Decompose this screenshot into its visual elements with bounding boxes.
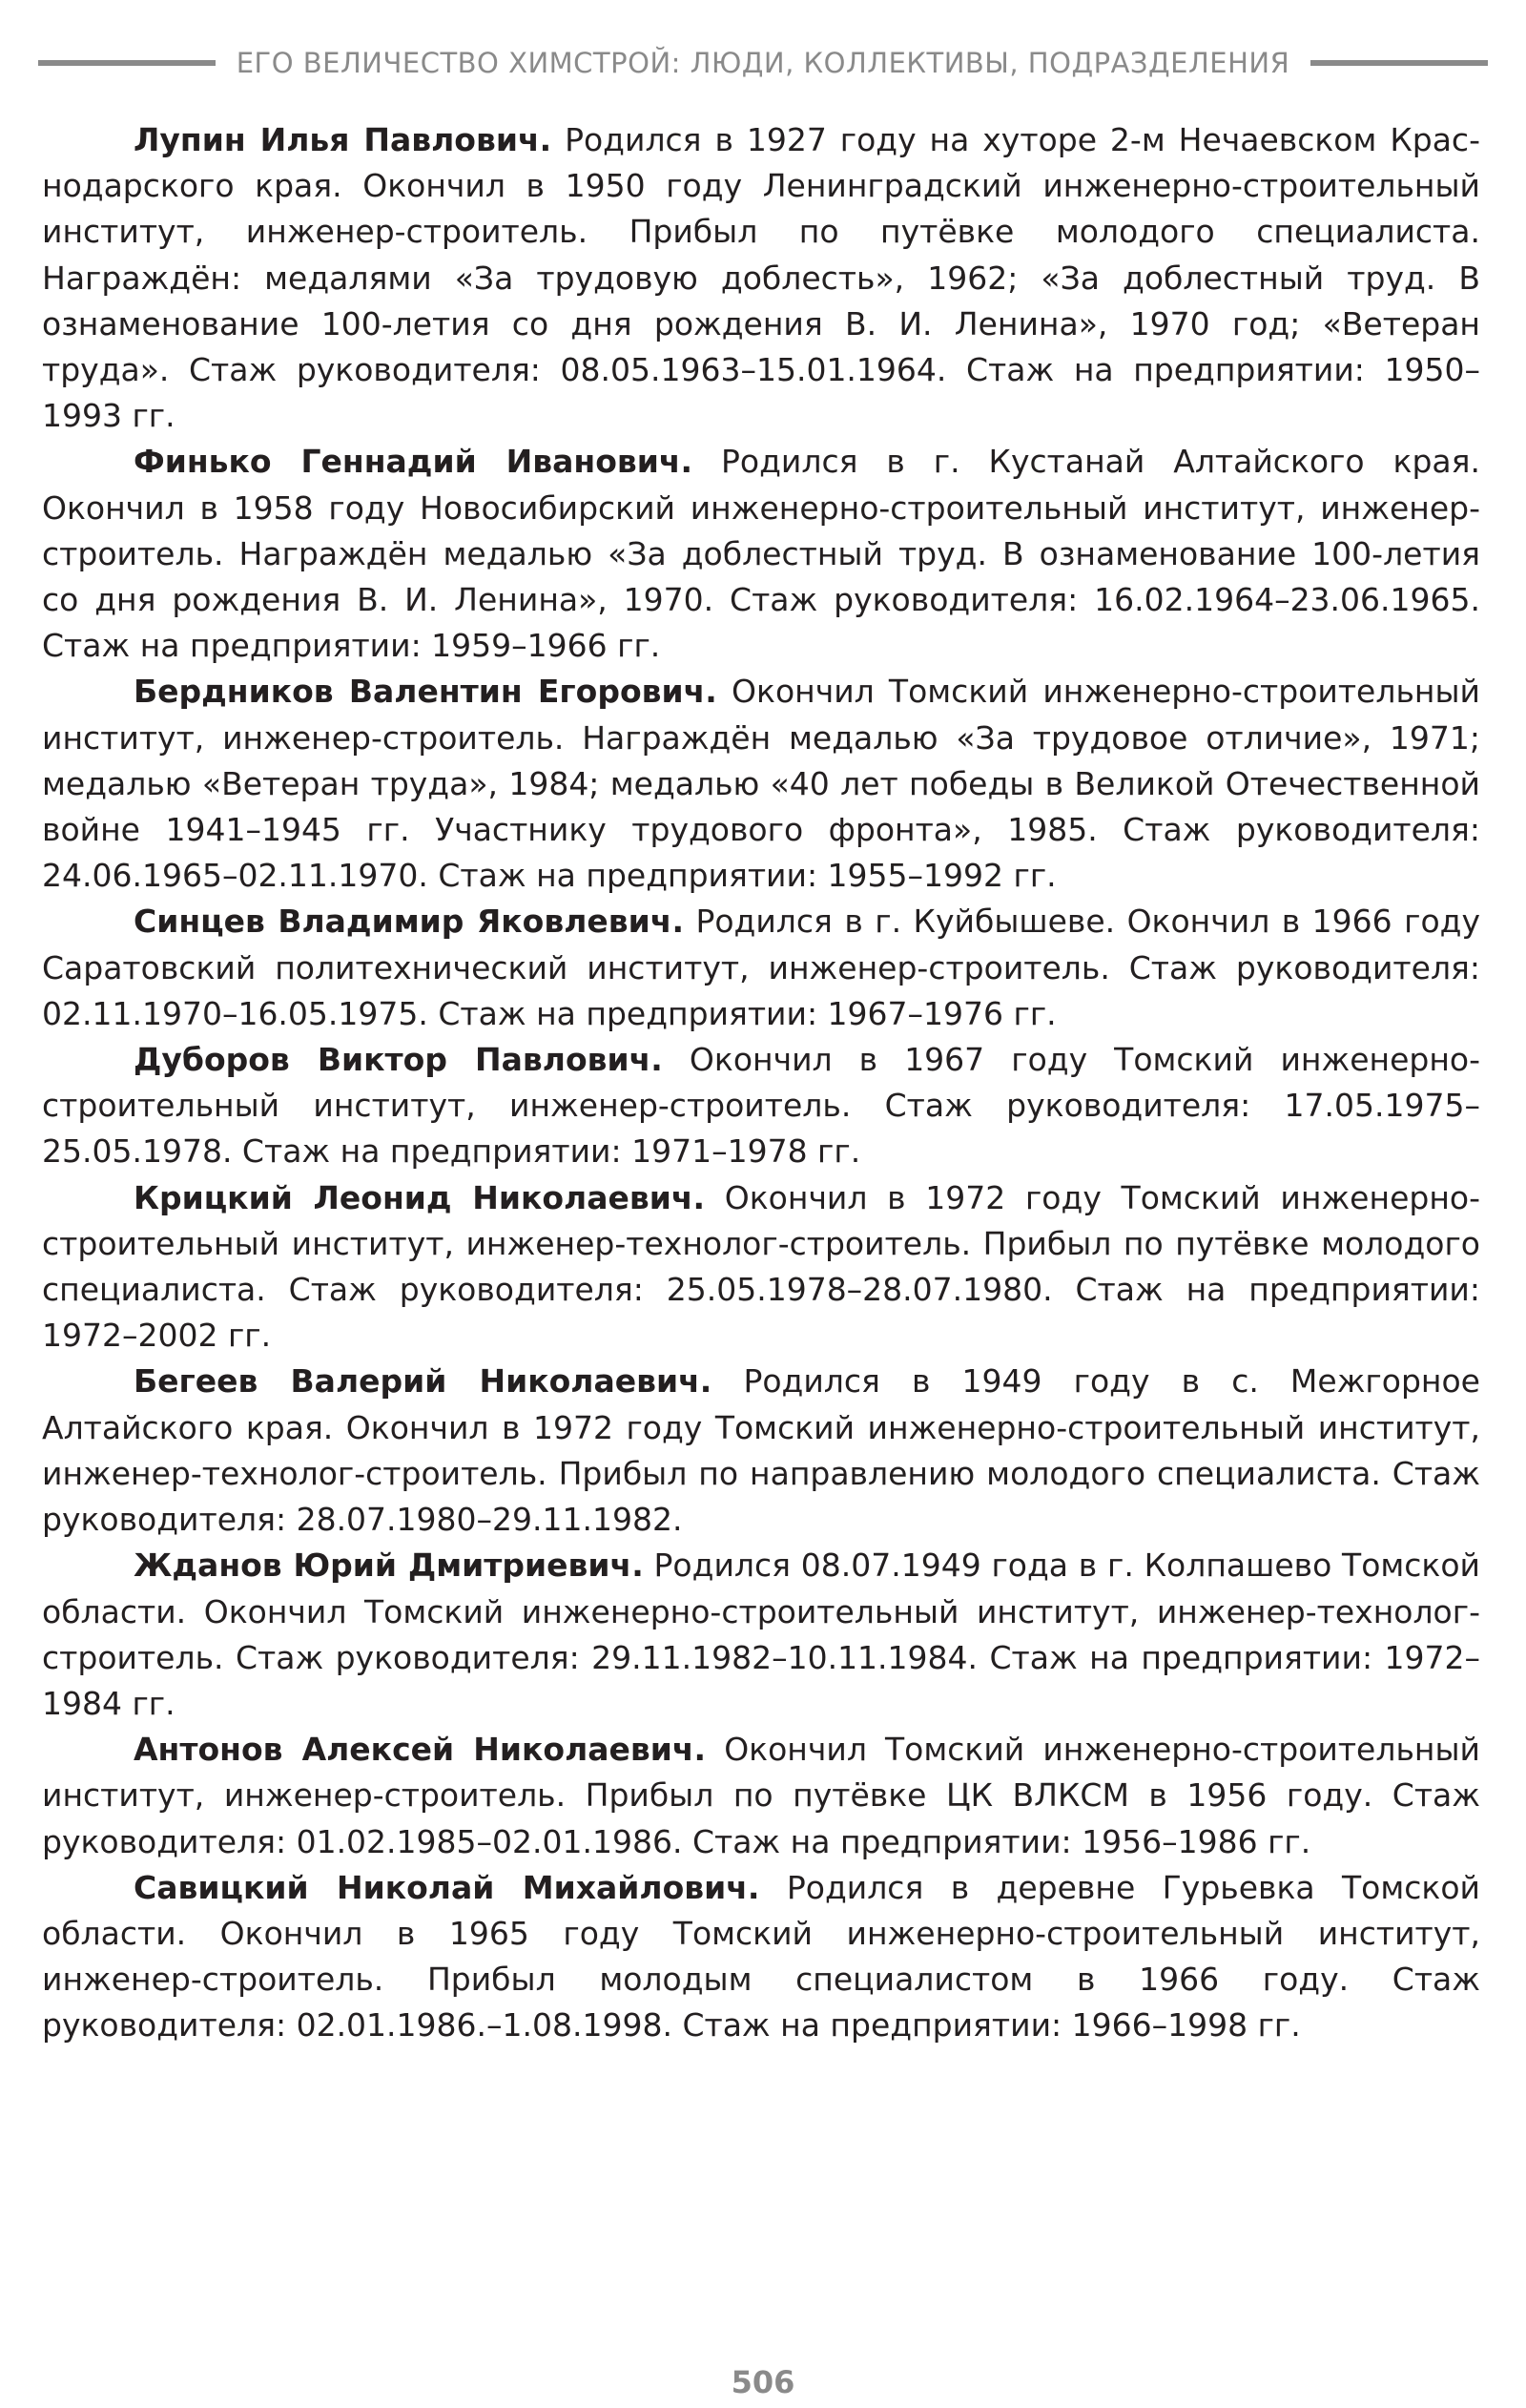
entry-text: Окончил в 1972 году Томский инженерно-строительный институт, инженер-технолог-строитель. Прибыл по путёвке молодого специалиста. Стаж руководителя: 25.05.1978–28.07.1980. Стаж на предприятии: 1972–2002 гг. — [42, 1178, 1480, 1355]
entry-name: Антонов Алексей Николаевич. — [134, 1731, 707, 1769]
entry-text: Окончил Томский инженерно-строительный институт, инженер-строитель. Прибыл по путёвке ЦК ВЛКСМ в 1956 году. Стаж руководителя: 01.02.1985–02.01.1986. Стаж на предприятии: 1956–1986 гг. — [42, 1731, 1480, 1860]
entry-text: Родился в г. Кустанай Алтайского края. Окончил в 1958 году Новосибирский инженерно-строительный институт, инженер-строитель. Награждён медалью «За доблестный труд. В ознаменование 100-летия со дня рождения В. И. Ленина», 1970. Стаж руководителя: 16.02.1964–23.06.1965. Стаж на предприятии: 1959–1966 гг. — [42, 443, 1480, 665]
entry-text: Родился в 1927 году на хуторе 2-м Нечаевском Краснодарского края. Окончил в 1950 году Ленинградский инженерно-строительный институт, инженер-строитель. Прибыл по путёвке молодого специалиста. Награждён: медалями «За трудовую доблесть», 1962; «За доблестный труд. В ознаменование 100-летия со дня рождения В. И. Ленина», 1970 год; «Ветеран труда». Стаж руководителя: 08.05.1963–15.01.1964. Стаж на предприятии: 1950–1993 гг. — [42, 121, 1480, 435]
biography-list — [42, 117, 1480, 2049]
entry-text: Окончил Томский инженерно-строительный институт, инженер-строитель. Награждён медалью «За трудовое отличие», 1971; медалью «Ветеран труда», 1984; медалью «40 лет победы в Великой Отечественной войне 1941–1945 гг. Участнику трудового фронта», 1985. Стаж руководителя: 24.06.1965–02.11.1970. Стаж на предприятии: 1955–1992 гг. — [42, 673, 1480, 895]
entry-name: Лупин Илья Павлович. — [134, 121, 552, 158]
entry-text: Окончил в 1967 году Томский инженерно-строительный институт, инженер-строитель. Стаж руководителя: 17.05.1975–25.05.1978. Стаж на предприятии: 1971–1978 гг. — [42, 1041, 1481, 1171]
biography-entry — [42, 1865, 1480, 2049]
biography-entry — [42, 439, 1480, 669]
entry-name: Синцев Владимир Яковлевич. — [134, 903, 684, 941]
entry-name: Дуборов Виктор Павлович. — [134, 1041, 663, 1079]
running-header — [38, 44, 1488, 82]
header-title: ЕГО ВЕЛИЧЕСТВО ХИМСТРОЙ: ЛЮДИ, КОЛЛЕКТИВЫ, ПОДРАЗДЕЛЕНИЯ — [236, 47, 1290, 79]
entry-name: Крицкий Леонид Николаевич. — [134, 1178, 706, 1216]
header-rule-left — [38, 60, 216, 66]
entry-text: Родился в г. Куйбышеве. Окончил в 1966 году Саратовский политехнический институт, инженер-строитель. Стаж руководителя: 02.11.1970–16.05.1975. Стаж на предприятии: 1967–1976 гг. — [42, 903, 1480, 1032]
entry-name: Жданов Юрий Дмитриевич. — [134, 1547, 644, 1585]
page-number: 506 — [731, 2364, 795, 2400]
biography-entry — [42, 899, 1480, 1037]
entry-name: Финько Геннадий Иванович. — [134, 443, 693, 481]
entry-text: Родился в деревне Гурьевка Томской области. Окончил в 1965 году Томский инженерно-строительный институт, инженер-строитель. Прибыл молодым специалистом в 1966 году. Стаж руководителя: 02.01.1986.–1.08.1998. Стаж на предприятии: 1966–1998 гг. — [42, 1868, 1480, 2045]
biography-entry — [42, 1727, 1480, 1865]
biography-entry — [42, 1175, 1480, 1360]
entry-text: Родился в 1949 году в с. Межгорное Алтайского края. Окончил в 1972 году Томский инженерно-строительный институт, инженер-технолог-строитель. Прибыл по направлению молодого специалиста. Стаж руководителя: 28.07.1980–29.11.1982. — [42, 1362, 1480, 1539]
entry-name: Бердников Валентин Егорович. — [134, 673, 717, 711]
biography-entry — [42, 117, 1480, 439]
biography-entry — [42, 669, 1480, 899]
header-rule-right — [1310, 60, 1488, 66]
entry-name: Бегеев Валерий Николаевич. — [134, 1362, 712, 1401]
biography-entry — [42, 1037, 1480, 1175]
biography-entry — [42, 1359, 1480, 1543]
biography-entry — [42, 1543, 1480, 1727]
entry-name: Савицкий Николай Михайлович. — [134, 1868, 760, 1906]
entry-text: Родился 08.07.1949 года в г. Колпашево Томской области. Окончил Томский инженерно-строительный институт, инженер-технолог-строитель. Стаж руководителя: 29.11.1982–10.11.1984. Стаж на предприятии: 1972–1984 гг. — [42, 1547, 1480, 1722]
